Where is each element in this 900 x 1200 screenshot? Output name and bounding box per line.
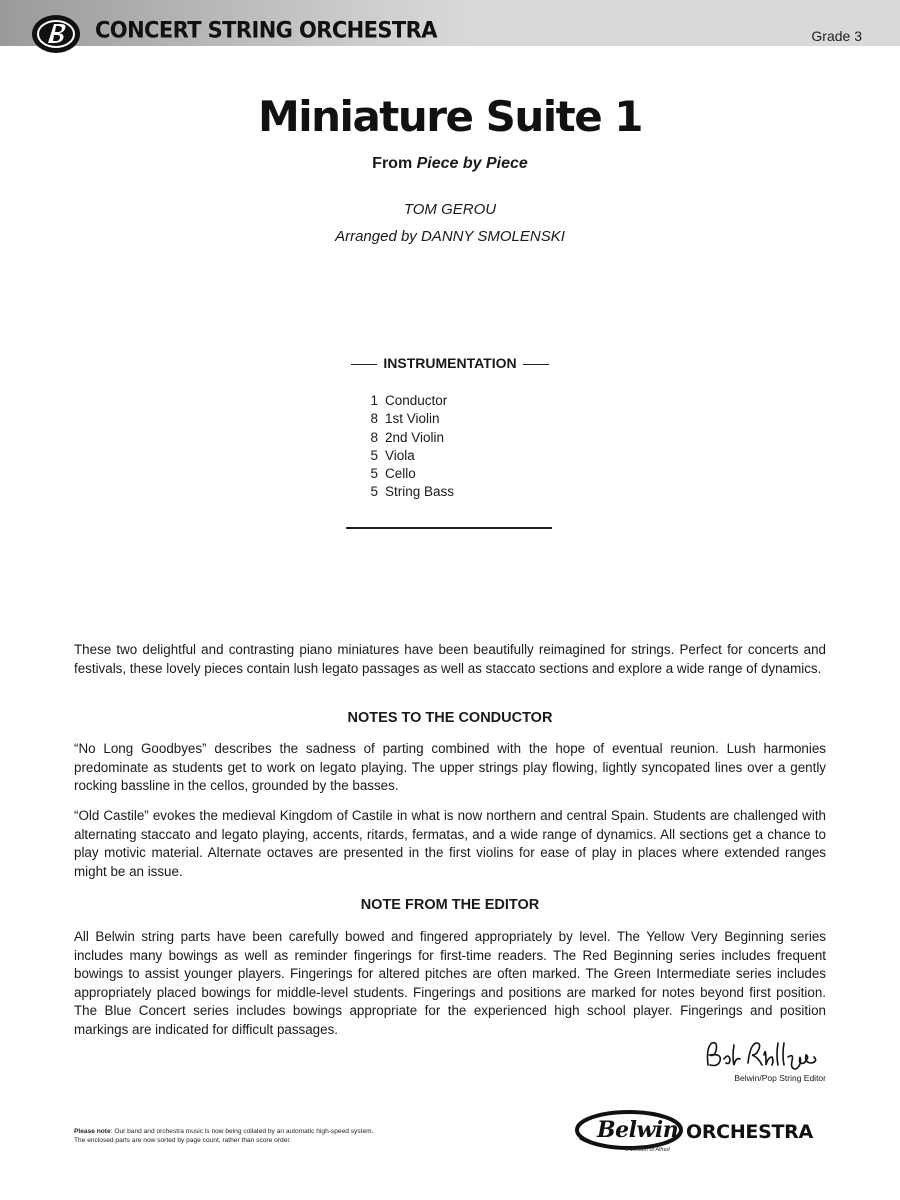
subtitle-prefix: From bbox=[372, 155, 417, 172]
instrumentation-heading-text: INSTRUMENTATION bbox=[383, 355, 517, 371]
editor-signature bbox=[700, 1035, 830, 1075]
instrument-name: Cello bbox=[385, 466, 416, 482]
belwin-b-logo-icon bbox=[30, 12, 82, 56]
footnote-line-1 bbox=[74, 1127, 514, 1136]
instrument-name: Viola bbox=[385, 447, 415, 463]
intro-paragraph: These two delightful and contrasting piano miniatures have been beautifully reimagined for strings. Perfect for concerts and festivals, these lovely pieces contain lush legato passages as well as staccato sections and explore a wide range of dynamics. bbox=[74, 642, 826, 676]
list-item bbox=[362, 483, 454, 501]
publisher-sub: a division of Alfred bbox=[625, 1147, 670, 1153]
heading-dash-left bbox=[351, 364, 377, 366]
list-item bbox=[362, 410, 454, 428]
note-editor-heading: NOTE FROM THE EDITOR bbox=[360, 897, 540, 913]
instrument-qty: 1 bbox=[370, 393, 378, 408]
notes-conductor-heading: NOTES TO THE CONDUCTOR bbox=[347, 710, 553, 726]
footnote-label: Please note bbox=[74, 1128, 111, 1135]
conductor-paragraph-1: “No Long Goodbyes” describes the sadness of parting combined with the hope of eventual reunion. Lush harmonies predominate as students get to work on legato playing. The upper strings play flowing, lightly syncopated lines over a gently rocking bassline in the cellos, grounded by the basses. bbox=[74, 741, 826, 794]
signature-caption: Belwin/Pop String Editor bbox=[734, 1073, 826, 1083]
instrument-name: 1st Violin bbox=[385, 411, 440, 427]
page-title: Miniature Suite 1 bbox=[257, 92, 643, 141]
list-item bbox=[362, 392, 454, 410]
arranger: Arranged by DANNY SMOLENSKI bbox=[335, 228, 565, 245]
instrumentation-divider bbox=[346, 527, 552, 529]
conductor-paragraph-2: “Old Castile” evokes the medieval Kingdom of Castile in what is now northern and central Spain. Students are challenged with alternating staccato and legato playing, accents, ritards, fermatas, and a wide range of dynamics. All sections get a chance to play motivic material. Alternate octaves are presented in the first violins for ease of play in places where extended ranges might be an issue. bbox=[74, 808, 826, 879]
instrumentation-list bbox=[362, 392, 454, 502]
editor-paragraph: All Belwin string parts have been carefully bowed and fingered appropriately by level. The Yellow Very Beginning series includes many bowings as well as reminder fingerings for first-time readers. The Red Beginning series includes frequent bowings to assist younger players. Fingerings for altered pitches are often marked. The Green Intermediate series includes appropriately placed bowings for middle-level students. Fingerings and positions are marked for notes beyond first position. The Blue Concert series includes bowings appropriate for the experienced high school player. Fingerings and position markings are indicated for difficult passages. bbox=[74, 929, 826, 1037]
series-title: CONCERT STRING ORCHESTRA bbox=[95, 17, 437, 43]
composer: TOM GEROU bbox=[403, 201, 497, 218]
subtitle-work: Piece by Piece bbox=[416, 155, 528, 172]
instrument-qty: 8 bbox=[370, 429, 378, 445]
list-item bbox=[362, 429, 454, 447]
footnote-text-1: : Our band and orchestra music is now being collated by an automatic high-speed system. bbox=[110, 1128, 374, 1135]
instrument-qty: 5 bbox=[370, 466, 378, 482]
instrument-name: Conductor bbox=[385, 393, 448, 408]
instrumentation-heading bbox=[0, 355, 900, 371]
footnote-line-2: The enclosed parts are now sorted by page count, rather than score order. bbox=[74, 1137, 291, 1145]
instrument-qty: 8 bbox=[370, 411, 378, 427]
list-item bbox=[362, 465, 454, 483]
grade-label: Grade 3 bbox=[811, 28, 862, 44]
subtitle bbox=[0, 155, 900, 173]
instrument-name: String Bass bbox=[385, 484, 455, 500]
instrument-qty: 5 bbox=[370, 484, 378, 500]
publisher-division: ORCHESTRA bbox=[686, 1121, 813, 1143]
instrument-qty: 5 bbox=[370, 447, 378, 463]
instrument-name: 2nd Violin bbox=[385, 429, 445, 445]
list-item bbox=[362, 447, 454, 465]
heading-dash-right bbox=[523, 364, 549, 366]
footnote bbox=[74, 1127, 514, 1145]
publisher-brand: Belwin bbox=[597, 1117, 679, 1143]
